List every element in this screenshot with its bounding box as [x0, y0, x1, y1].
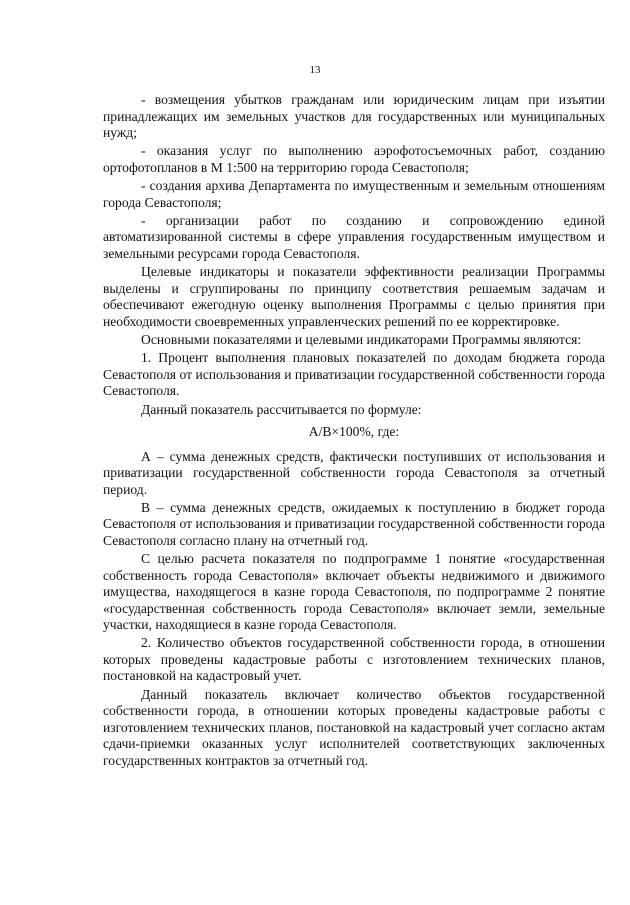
paragraph-main-indicators: Основными показателями и целевыми индикаторами Программы являются:: [141, 331, 582, 347]
paragraph-compensation: - возмещения убытков гражданам или юридическим лицам при изъятии принадлежащих им земельных участков для государственных или муниципальных нужд;: [103, 92, 605, 140]
page-number: 13: [309, 64, 321, 76]
paragraph-definition-a: А – сумма денежных средств, фактически поступивших от использования и приватизации государственной собственности города Севастополя за отчетный период.: [103, 448, 605, 497]
paragraph-indicator-2-description: Данный показатель включает количество объектов государственной собственности города, в отношении которых проведены кадастровые работы с изготовлением технических планов, постановкой на кадастровый учет согласно актам сдачи-приемки оказанных услуг исполнителей соответствующих заключенных государственных контрактов за отчетный год.: [103, 686, 605, 768]
paragraph-definition-b: В – сумма денежных средств, ожидаемых к поступлению в бюджет города Севастополя от использования и приватизации государственной собственности города Севастополя согласно плану на отчетный год.: [103, 499, 605, 548]
document-body: [103, 92, 605, 771]
paragraph-archive: - создания архива Департамента по имущественным и земельным отношениям города Севастополя;: [103, 178, 605, 210]
paragraph-indicator-1: 1. Процент выполнения плановых показателей по доходам бюджета города Севастополя от использования и приватизации государственной собственности города Севастополя.: [103, 350, 605, 399]
paragraph-formula-intro: Данный показатель рассчитывается по формуле:: [141, 401, 422, 417]
paragraph-aerial-survey: - оказания услуг по выполнению аэрофотосъемочных работ, созданию ортофотопланов в М 1:500 на территорию города Севастополя;: [103, 143, 605, 175]
paragraph-indicator-2: 2. Количество объектов государственной собственности города, в отношении которых проведены кадастровые работы с изготовлением технических планов, постановкой на кадастровый учет.: [103, 635, 605, 684]
paragraph-automated-system: - организации работ по созданию и сопровождению единой автоматизированной системы в сфере управления государственным имуществом и земельными ресурсами города Севастополя.: [103, 212, 605, 261]
formula: А/В×100%, где:: [308, 424, 400, 440]
paragraph-target-indicators: Целевые индикаторы и показатели эффективности реализации Программы выделены и сгруппированы по принципу соответствия решаемым задачам и обеспечивают ежегодную оценку выполнения Программы с целью принятия при необходимости своевременных управленческих решений по ее корректировке.: [103, 264, 605, 329]
paragraph-calculation-purpose: С целью расчета показателя по подпрограмме 1 понятие «государственная собственность города Севастополя» включает объекты недвижимого и движимого имущества, находящегося в казне города Севастополя, по подпрограмме 2 понятие «государственная собственность города Севастополя» включает земли, земельные участки, находящиеся в казне города Севастополя.: [103, 551, 605, 633]
